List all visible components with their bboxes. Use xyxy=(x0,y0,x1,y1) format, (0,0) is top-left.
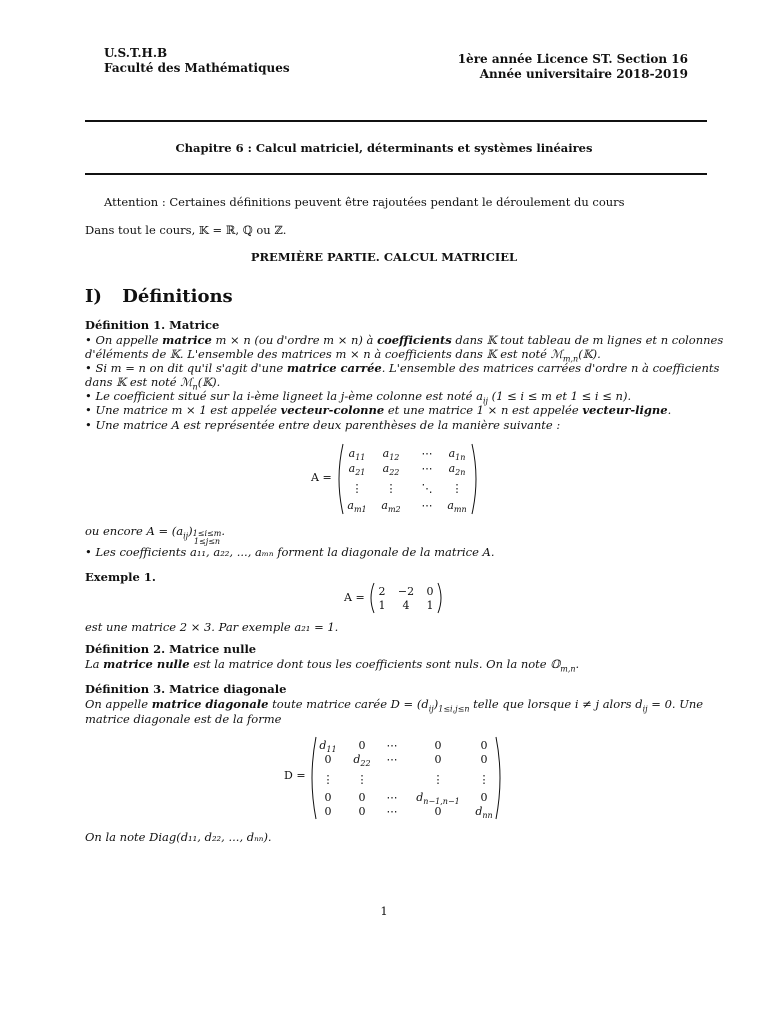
def1-bullet2-line2: dans 𝕂 est noté ℳ$_n$(𝕂). xyxy=(85,375,221,392)
fields-note: Dans tout le cours, 𝕂 = ℝ, ℚ ou ℤ. xyxy=(85,223,287,237)
page-number: 1 xyxy=(380,904,388,918)
diagonal-matrix-cell-3-4: 0 xyxy=(480,791,488,804)
faculty-name: Faculté des Mathématiques xyxy=(104,61,290,75)
def3-heading: Définition 3. Matrice diagonale xyxy=(85,682,287,696)
university-name: U.S.T.H.B xyxy=(104,46,168,60)
def1-bullet1: • On appelle matrice m × n (ou d'ordre m × n) à coefficients dans 𝕂 tout tableau de m lignes et n colonnes xyxy=(85,333,724,347)
def1-bullet1-line2: d'éléments de 𝕂. L'ensemble des matrices m × n à coefficients dans 𝕂 est noté ℳ$_{m,n}$(𝕂). xyxy=(85,347,601,364)
ex1-text: est une matrice 2 × 3. Par exemple a₂₁ = 1. xyxy=(85,620,339,634)
diagonal-matrix-cell-1-4: 0 xyxy=(480,753,488,766)
diagonal-matrix-cell-4-2: ⋯ xyxy=(386,805,398,818)
example-matrix-cell-1-0: 1 xyxy=(378,599,386,612)
ex1-heading: Exemple 1. xyxy=(85,570,156,584)
general-matrix-cell-3-1: $a_{m2}$ xyxy=(381,499,401,514)
section-number: I) xyxy=(85,286,102,307)
general-matrix-cell-0-3: $a_{1n}$ xyxy=(448,447,466,462)
diagonal-matrix-cell-2-3: ⋮ xyxy=(432,773,444,786)
right-paren xyxy=(438,583,441,613)
general-matrix-cell-1-1: $a_{22}$ xyxy=(382,462,400,477)
general-matrix-cell-0-0: $a_{11}$ xyxy=(348,447,366,462)
general-matrix-cell-0-2: ⋯ xyxy=(421,447,433,460)
diagonal-matrix-cell-1-1: $d_{22}$ xyxy=(353,753,371,768)
def3-text: On appelle matrice diagonale toute matrice carée $D = (d_{ij})_{1\le i,j\le n}$ telle que lorsque i ≠ j alors $d_{ij} = 0$. Une xyxy=(85,697,704,714)
def2-text: La matrice nulle est la matrice dont tous les coefficients sont nuls. On la note 𝕆$_{m,n}$. xyxy=(85,657,580,674)
general-matrix-cell-3-0: $a_{m1}$ xyxy=(347,499,367,514)
diagonal-matrix-cell-2-1: ⋮ xyxy=(356,773,368,786)
academic-year: Année universitaire 2018-2019 xyxy=(479,67,688,81)
right-paren xyxy=(472,444,476,514)
def1-heading: Définition 1. Matrice xyxy=(85,318,220,332)
def3-note: On la note Diag(d₁₁, d₂₂, ..., dₙₙ). xyxy=(85,830,272,844)
general-matrix-cell-0-1: $a_{12}$ xyxy=(382,447,400,462)
header-left xyxy=(104,46,290,76)
chapter-title: Chapitre 6 : Calcul matriciel, déterminants et systèmes linéaires xyxy=(175,141,593,155)
section-heading xyxy=(85,286,233,307)
example-matrix-cell-0-2: 0 xyxy=(426,585,434,598)
left-paren xyxy=(339,444,343,514)
matrix-a-label: A = xyxy=(311,471,332,484)
general-matrix-cell-2-0: ⋮ xyxy=(351,482,363,495)
diagonal-matrix-cell-3-2: ⋯ xyxy=(386,791,398,804)
left-paren xyxy=(371,583,374,613)
example-matrix-cell-0-1: −2 xyxy=(397,585,415,598)
course-level: 1ère année Licence ST. Section 16 xyxy=(457,52,688,66)
diagonal-matrix-cell-4-0: 0 xyxy=(324,805,332,818)
diagonal-matrix-cell-2-0: ⋮ xyxy=(322,773,334,786)
example-matrix-cell-1-2: 1 xyxy=(426,599,434,612)
diagonal-matrix-cell-2-4: ⋮ xyxy=(478,773,490,786)
example-matrix-cell-1-1: 4 xyxy=(402,599,410,612)
part-title: PREMIÈRE PARTIE. CALCUL MATRICIEL xyxy=(250,250,518,264)
matrix-d-label: D = xyxy=(284,769,306,782)
diagonal-matrix-cell-3-1: 0 xyxy=(358,791,366,804)
bottom-rule xyxy=(85,173,707,175)
general-matrix-cell-2-3: ⋮ xyxy=(451,482,463,495)
def1-or-else: ou encore $A = (a_{ij})$ 1≤i≤m 1≤j≤n . xyxy=(85,524,225,546)
attention-note: Attention : Certaines définitions peuvent être rajoutées pendant le déroulement du cours xyxy=(104,195,625,209)
diagonal-matrix-cell-1-3: 0 xyxy=(434,753,442,766)
general-matrix-cell-2-2: ⋱ xyxy=(421,482,433,495)
general-matrix-cell-3-2: ⋯ xyxy=(421,499,433,512)
diagonal-matrix-cell-4-1: 0 xyxy=(358,805,366,818)
diagonal-matrix-cell-4-4: $d_{nn}$ xyxy=(475,805,493,820)
general-matrix xyxy=(335,442,480,516)
def1-bullet4: • Une matrice m × 1 est appelée vecteur-colonne et une matrice 1 × n est appelée vecteur-ligne. xyxy=(85,403,672,417)
def1-bullet3: • Le coefficient situé sur la i-ème ligneet la j-ème colonne est noté $a_{ij}$ (1 ≤ i ≤ m et 1 ≤ i ≤ n). xyxy=(85,389,632,406)
def1-bullet5: • Une matrice A est représentée entre deux parenthèses de la manière suivante : xyxy=(85,418,561,432)
general-matrix-cells xyxy=(347,447,466,514)
general-matrix-cell-1-3: $a_{2n}$ xyxy=(448,462,466,477)
diagonal-matrix-cell-3-3: $d_{n-1,n-1}$ xyxy=(416,791,460,806)
def3-line2: matrice diagonale est de la forme xyxy=(85,712,282,726)
diagonal-matrix-cell-4-3: 0 xyxy=(434,805,442,818)
diagonal-matrix-cell-1-0: 0 xyxy=(324,753,332,766)
ex1-matrix-label: A = xyxy=(344,591,365,604)
diagonal-matrix-cell-0-3: 0 xyxy=(434,739,442,752)
def2-heading: Définition 2. Matrice nulle xyxy=(85,642,257,656)
top-rule xyxy=(85,120,707,122)
diagonal-matrix xyxy=(308,735,504,821)
header-right xyxy=(458,52,688,82)
example-matrix xyxy=(368,581,444,615)
general-matrix-cell-3-3: $a_{mn}$ xyxy=(447,499,467,514)
diagonal-matrix-cell-0-2: ⋯ xyxy=(386,739,398,752)
diagonal-matrix-cell-0-1: 0 xyxy=(358,739,366,752)
diagonal-matrix-cell-0-4: 0 xyxy=(480,739,488,752)
general-matrix-cell-1-0: $a_{21}$ xyxy=(348,462,366,477)
section-title: Définitions xyxy=(122,286,233,307)
diagonal-matrix-cell-0-0: $d_{11}$ xyxy=(319,739,337,754)
right-paren xyxy=(496,737,500,819)
left-paren xyxy=(312,737,316,819)
example-matrix-cells xyxy=(379,585,434,612)
diagonal-matrix-cells xyxy=(319,739,492,820)
general-matrix-cell-2-1: ⋮ xyxy=(385,482,397,495)
example-matrix-cell-0-0: 2 xyxy=(378,585,386,598)
def1-bullet6: • Les coefficients a₁₁, a₂₂, ..., aₘₙ forment la diagonale de la matrice A. xyxy=(85,545,495,559)
general-matrix-cell-1-2: ⋯ xyxy=(421,462,433,475)
diagonal-matrix-cell-3-0: 0 xyxy=(324,791,332,804)
diagonal-matrix-cell-1-2: ⋯ xyxy=(386,753,398,766)
def1-bullet2: • Si m = n on dit qu'il s'agit d'une matrice carrée. L'ensemble des matrices carrées d'ordre n à coefficients xyxy=(85,361,720,375)
